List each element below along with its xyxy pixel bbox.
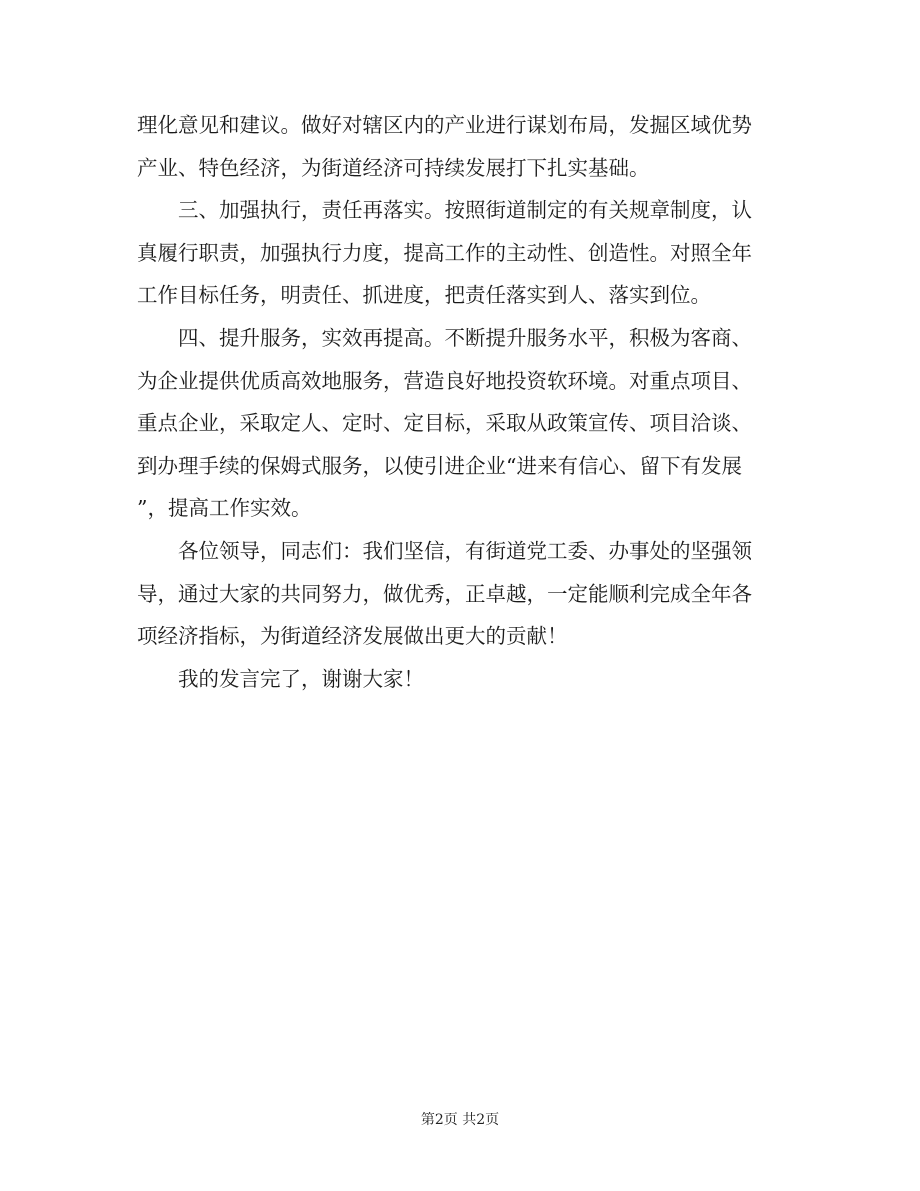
document-body: [137, 104, 787, 700]
text-line: 产业、特色经济，为街道经济可持续发展打下扎实基础。: [137, 155, 650, 180]
paragraph-start-line: 四、提升服务，实效再提高。不断提升服务水平，积极为客商、: [178, 325, 752, 350]
paragraph-start-line: 我的发言完了，谢谢大家！: [178, 666, 424, 691]
text-line: 导，通过大家的共同努力，做优秀，正卓越，一定能顺利完成全年各: [137, 581, 752, 606]
paragraph-start-line: 各位领导，同志们：我们坚信，有街道党工委、办事处的坚强领: [178, 538, 752, 563]
text-line: 真履行职责，加强执行力度，提高工作的主动性、创造性。对照全年: [137, 240, 752, 265]
text-line: 工作目标任务，明责任、抓进度，把责任落实到人、落实到位。: [137, 283, 711, 308]
text-line: 理化意见和建议。做好对辖区内的产业进行谋划布局，发掘区域优势: [137, 113, 752, 137]
page-number-footer: 第2页 共2页: [420, 1112, 500, 1128]
text-line: 到办理手续的保姆式服务，以使引进企业“进来有信心、留下有发展: [137, 453, 742, 478]
paragraph-start-line: 三、加强执行，责任再落实。按照街道制定的有关规章制度，认: [178, 198, 752, 223]
text-line: 项经济指标，为街道经济发展做出更大的贡献！: [137, 624, 568, 649]
text-line: 重点企业，采取定人、定时、定目标，采取从政策宣传、项目洽谈、: [137, 411, 752, 436]
text-line: ”，提高工作实效。: [137, 496, 312, 521]
text-line: 为企业提供优质高效地服务，营造良好地投资软环境。对重点项目、: [137, 368, 752, 393]
